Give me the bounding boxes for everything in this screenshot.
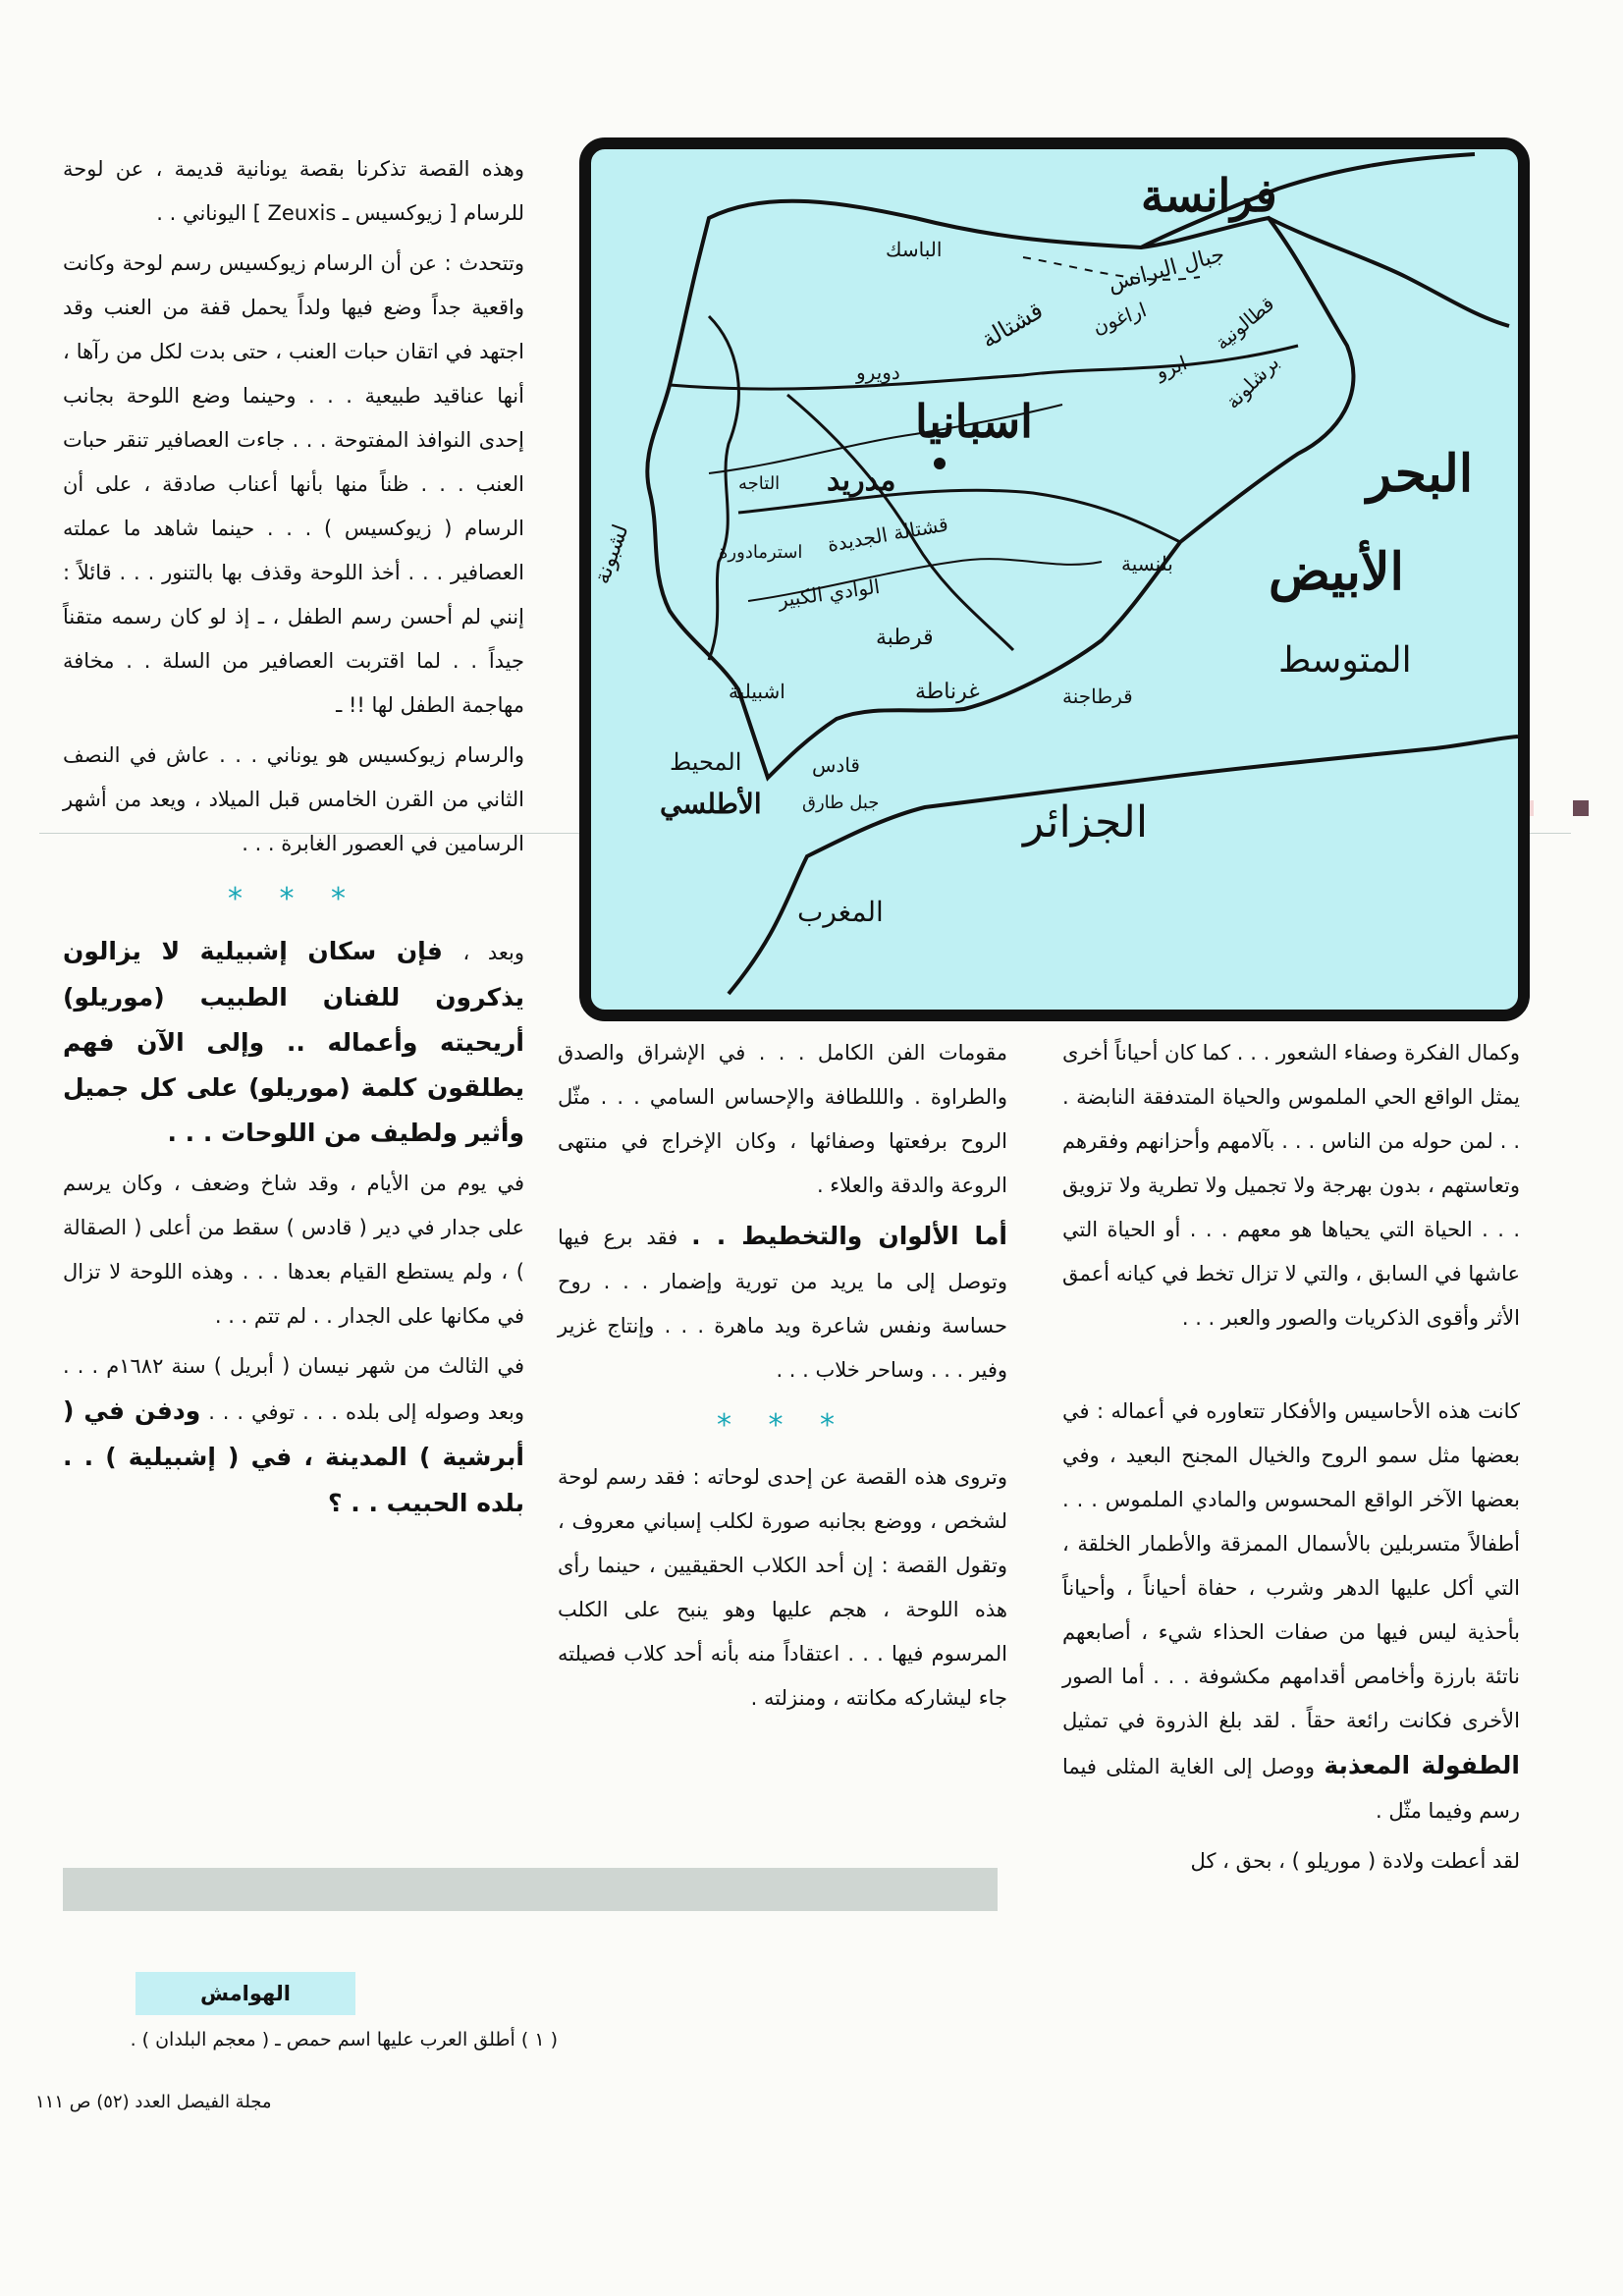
label-duero: دويرو (856, 360, 900, 384)
label-sea-3: المتوسط (1278, 640, 1412, 681)
label-ebro: ابرو (1152, 351, 1190, 384)
intro-paragraph: وهذه القصة تذكرنا بقصة يونانية قديمة ، عن لوحة للرسام [ زيوكسيس ـ Zeuxis ] اليوناني . . (63, 157, 524, 225)
seville-paragraph (63, 929, 524, 1156)
left-text-column (63, 147, 524, 1533)
right-text-column (1062, 1031, 1520, 1889)
right-paragraph-1: وكمال الفكرة وصفاء الشعور . . . كما كان أحياناً أخرى يمثل الواقع الحي الملموس والحياة المتدفقة النابضة . . . لمن حوله من الناس . . . بآلامهم وأحزانهم وفقرهم وتعاستهم ، بدون بهرجة ولا تجميل ولا تطرية ولا تزويق . . . الحياة التي يحياها هو معهم . . . أو الحياة التي عاشها في السابق ، والتي لا تزال تخط في كيانه أعمق الأثر وأقوى الذكريات والصور والعبر . . . (1062, 1041, 1520, 1330)
art-qualities-paragraph: مقومات الفن الكامل . . . في الإشراق والصدق والطراوة . والللطافة والإحساس السامي . . . مثّل الروح برفعتها وصفائها ، وكان الإخراج في منتهى الروعة والدقة والعلاء . (558, 1041, 1007, 1197)
iberia-map (579, 137, 1530, 1021)
label-pyrenees: جبال البرانس (1105, 242, 1227, 298)
label-aragon: اراغون (1089, 298, 1150, 339)
label-france: فرانسة (1141, 169, 1277, 222)
label-madrid: مدريد (827, 464, 896, 498)
label-seville: اشبيلية (729, 680, 785, 703)
label-barcelona: برشلونة (1220, 350, 1284, 414)
label-gibraltar: جبل طارق (802, 793, 880, 813)
label-morocco: المغرب (797, 896, 884, 928)
label-new-castile: قشتالة الجديدة (825, 512, 950, 557)
colors-bold-heading: أما الألوان والتخطيط . . (691, 1222, 1007, 1250)
label-cartagena: قرطاجنة (1062, 684, 1133, 708)
footnotes-heading: الهوامش (135, 1972, 355, 2015)
page-folio: مجلة الفيصل العدد (٥٢) ص ١١١ (35, 2092, 272, 2112)
middle-text-column (558, 1031, 1007, 1726)
label-basque: الباسك (886, 238, 943, 261)
seville-bold-text: فإن سكان إشبيلية لا يزالون يذكرون للفنان الطبيب (موريلو) أريحيته وأعماله .. وإلى الآن فهم يطلقون كلمة (موريلو) على كل جميل وأثير ولطيف من اللوحات . . . (63, 937, 524, 1147)
label-spain: اسبانيا (915, 395, 1033, 448)
seville-lead: وبعد ، (462, 941, 525, 964)
section-divider-stars: * * * (227, 882, 360, 916)
dog-story-paragraph: وتروى هذه القصة عن إحدى لوحاته : فقد رسم لوحة لشخص ، ووضع بجانبه صورة لكلب إسباني معروف ، وتقول القصة : إن أحد الكلاب الحقيقيين ، حينما رأى هذه اللوحة ، هجم عليها وهو ينبح على الكلب المرسوم فيها . . . اعتقاداً منه بأنه أحد كلاب فصيلته جاء ليشاركه مكانته ، ومنزلته . (558, 1465, 1007, 1710)
label-atlantic-2: الأطلسي (660, 788, 762, 820)
decorative-gray-band (63, 1868, 998, 1911)
label-atlantic-1: المحيط (670, 748, 742, 776)
label-lisbon: لشبونة (589, 520, 634, 588)
right-paragraph-2 (1062, 1390, 1520, 1833)
label-sea-1: البحر (1367, 444, 1474, 504)
madrid-marker (934, 458, 946, 469)
label-catalonia: قطالونية (1210, 292, 1279, 355)
zeuxis-bio-paragraph: والرسام زيوكسيس هو يوناني . . . عاش في النصف الثاني من القرن الخامس قبل الميلاد ، ويعد من أشهر الرسامين في العصور الغابرة . . . (63, 743, 524, 855)
footnote-1: ( ١ ) أطلق العرب عليها اسم حمص ـ ( معجم البلدان ) . (130, 2029, 558, 2050)
right-paragraph-2-text: كانت هذه الأحاسيس والأفكار تتعاوره في أعماله : في بعضها مثل سمو الروح والخيال المجنح البعيد ، وفي بعضها الآخر الواقع المحسوس والمادي الملموس . . . أطفالاً متسربلين بالأسمال الممزقة والأطمار الخلقة ، التي أكل عليها الدهر وشرب ، حفاة أحياناً ، وأحياناً بأحذية ليس فيها من صفات الحذاء شيء ، أصابعهم ناتئة بارزة وأخامص أقدامهم مكشوفة . . . أما الصور الأخرى فكانت رائعة حقاً . لقد بلغ الذروة في تمثيل (1062, 1399, 1520, 1732)
burial-bold-text: ودفن في ( أبرشية ) المدينة ، في ( إشبيلية ) . . بلده الحبيب . . ؟ (63, 1396, 524, 1517)
label-estremadura: استرمادورة (719, 542, 803, 563)
portugal-border (709, 316, 738, 660)
region-border (738, 490, 1180, 542)
label-sea-2: الأبيض (1269, 542, 1404, 602)
death-text: في الثالث من شهر نيسان ( أبريل ) سنة ١٦٨٢م . . . وبعد وصوله إلى بلده . . . توفي . . . (63, 1354, 524, 1424)
label-castile: قشتالة (976, 296, 1049, 355)
label-cadiz: قادس (812, 753, 860, 777)
colors-paragraph (558, 1214, 1007, 1393)
label-valencia: بلنسية (1121, 552, 1173, 575)
zeuxis-story-paragraph: وتتحدث : عن أن الرسام زيوكسيس رسم لوحة وكانت واقعية جداً وضع فيها ولداً يحمل قفة من العنب وقد اجتهد في اتقان حبات العنب ، حتى بدت لكل من رآها ، أنها عناقيد طبيعية . . . وحينما وضع اللوحة بجانب إحدى النوافذ المفتوحة . . . جاءت العصافير تنقر حبات العنب . . . ظناً منها بأنها أعناب صادقة ، على أن الرسام ( زيوكسيس ) . . . حينما شاهد ما عملته العصافير . . . أخذ اللوحة وقذف بها بالتنور . . . قائلاً : إنني لم أحسن رسم الطفل ، ـ إذ لو كان رسمه متقناً جيداً . . لما اقتربت العصافير من السلة . . مخافة مهاجمة الطفل لها !! ـ (63, 251, 524, 717)
region-border (670, 346, 1298, 389)
section-divider-stars: * * * (716, 1408, 849, 1443)
label-cordoba: قرطبة (876, 626, 934, 650)
right-paragraph-3: لقد أعطت ولادة ( موريلو ) ، بحق ، كل (1190, 1849, 1520, 1873)
label-tagus: التاجه (738, 473, 781, 494)
label-algeria: الجزائر (1023, 797, 1149, 847)
tortured-childhood-bold: الطفولة المعذبة (1324, 1751, 1521, 1779)
death-paragraph-1: في يوم من الأيام ، وقد شاخ وضعف ، وكان يرسم على جدار في دير ( قادس ) سقط من أعلى ( الصقالة ) ، ولم يستطع القيام بعدها . . . وهذه اللوحة لا تزال في مكانها على الجدار . . لم تتم . . . (63, 1172, 524, 1328)
death-paragraph-2 (63, 1344, 524, 1527)
colors-text: فقد برع فيها وتوصل إلى ما يريد من تورية وإضمار . . . روح حساسة ونفس شاعرة ويد ماهرة . . . وإنتاج غزير وفير . . . وساحر خلاب . . . (558, 1226, 1007, 1382)
label-granada: غرناطة (915, 680, 980, 704)
label-guadalquivir: الوادي الكبير (776, 574, 882, 613)
right-paragraph-2-end: ووصل إلى الغاية المثلى فيما رسم وفيما مثّل . (1062, 1755, 1520, 1823)
